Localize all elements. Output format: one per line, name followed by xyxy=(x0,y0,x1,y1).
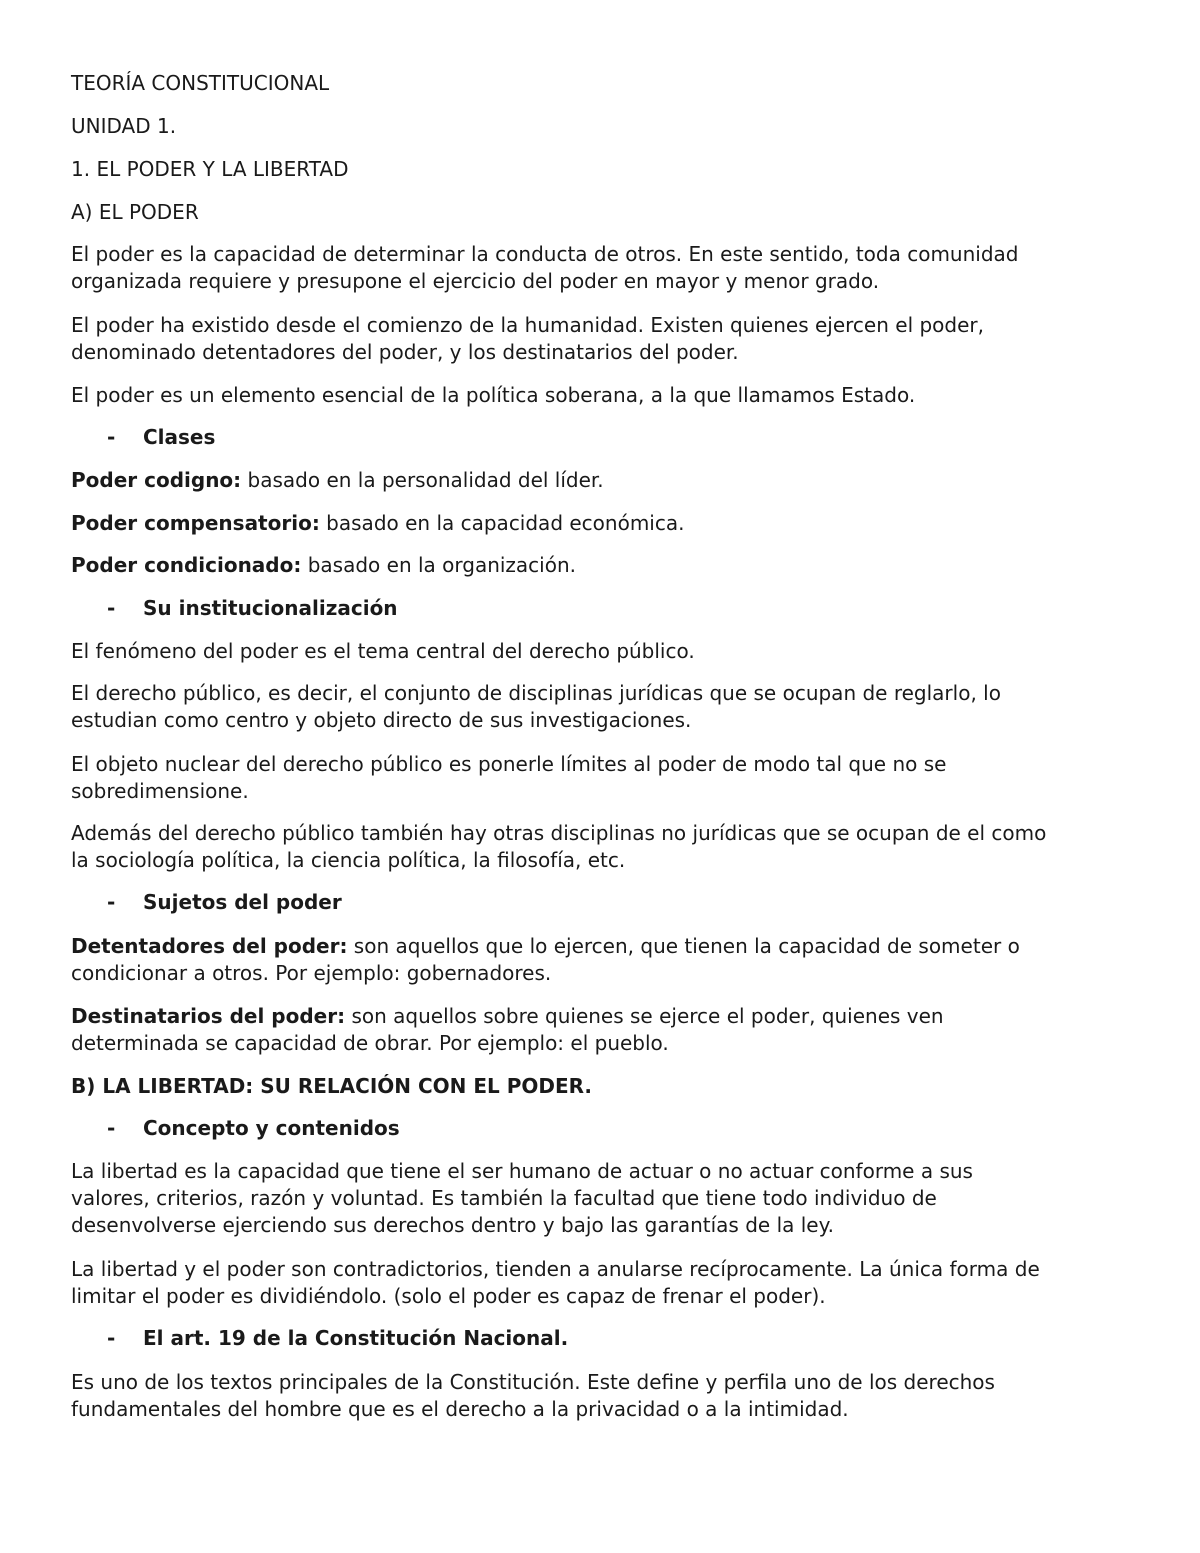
bullet-label: Su institucionalización xyxy=(143,596,398,620)
definition-text: son aquellos sobre quienes se ejerce el poder, quienes ven xyxy=(345,1004,944,1028)
paragraph-line: El poder es la capacidad de determinar la conducta de otros. En este sentido, toda comunidad xyxy=(71,242,1019,266)
subsection-heading-a: A) EL PODER xyxy=(71,200,199,224)
paragraph-line: fundamentales del hombre que es el derecho a la privacidad o a la intimidad. xyxy=(71,1397,849,1421)
section-heading: 1. EL PODER Y LA LIBERTAD xyxy=(71,157,349,181)
paragraph-line: El fenómeno del poder es el tema central del derecho público. xyxy=(71,639,695,663)
bullet-heading-art19 xyxy=(107,1325,568,1352)
paragraph-line: organizada requiere y presupone el ejercicio del poder en mayor y menor grado. xyxy=(71,269,880,293)
paragraph-line: desenvolverse ejerciendo sus derechos dentro y bajo las garantías de la ley. xyxy=(71,1213,834,1237)
definition-term: Destinatarios del poder: xyxy=(71,1004,346,1028)
document-title: TEORÍA CONSTITUCIONAL xyxy=(71,71,330,95)
bullet-dash: - xyxy=(107,596,116,620)
paragraph-line: valores, criterios, razón y voluntad. Es también la facultad que tiene todo individuo de xyxy=(71,1186,937,1210)
paragraph-line: estudian como centro y objeto directo de sus investigaciones. xyxy=(71,708,692,732)
bullet-label: Concepto y contenidos xyxy=(143,1116,400,1140)
unit-heading: UNIDAD 1. xyxy=(71,114,177,138)
paragraph-line: determinada se capacidad de obrar. Por ejemplo: el pueblo. xyxy=(71,1031,669,1055)
definition-line xyxy=(71,1003,944,1030)
bullet-heading-sujetos xyxy=(107,889,342,916)
paragraph-line: Además del derecho público también hay otras disciplinas no jurídicas que se ocupan de el como xyxy=(71,821,1047,845)
definition-text: basado en la capacidad económica. xyxy=(319,511,685,535)
definition-term: Poder compensatorio: xyxy=(71,511,320,535)
paragraph-line: La libertad es la capacidad que tiene el ser humano de actuar o no actuar conforme a sus xyxy=(71,1159,973,1183)
paragraph-line: limitar el poder es dividiéndolo. (solo el poder es capaz de frenar el poder). xyxy=(71,1284,826,1308)
definition-term: Poder condicionado: xyxy=(71,553,302,577)
subsection-heading-b: B) LA LIBERTAD: SU RELACIÓN CON EL PODER. xyxy=(71,1074,593,1098)
bullet-dash: - xyxy=(107,890,116,914)
paragraph-line: El poder ha existido desde el comienzo de la humanidad. Existen quienes ejercen el poder, xyxy=(71,313,984,337)
bullet-dash: - xyxy=(107,1326,116,1350)
definition-line xyxy=(71,933,1020,960)
bullet-heading-clases xyxy=(107,424,215,451)
paragraph-line: El objeto nuclear del derecho público es ponerle límites al poder de modo tal que no se xyxy=(71,752,947,776)
definition-line xyxy=(71,552,576,579)
paragraph-line: El derecho público, es decir, el conjunto de disciplinas jurídicas que se ocupan de reglarlo, lo xyxy=(71,681,1001,705)
paragraph-line: La libertad y el poder son contradictorios, tienden a anularse recíprocamente. La única forma de xyxy=(71,1257,1040,1281)
bullet-label: El art. 19 de la Constitución Nacional. xyxy=(143,1326,569,1350)
definition-term: Poder codigno: xyxy=(71,468,242,492)
definition-text: son aquellos que lo ejercen, que tienen la capacidad de someter o xyxy=(347,934,1020,958)
bullet-dash: - xyxy=(107,425,116,449)
bullet-label: Clases xyxy=(143,425,216,449)
definition-line xyxy=(71,467,604,494)
bullet-heading-concepto xyxy=(107,1115,400,1142)
definition-line xyxy=(71,510,684,537)
paragraph-line: sobredimensione. xyxy=(71,779,249,803)
bullet-label: Sujetos del poder xyxy=(143,890,342,914)
paragraph-line: El poder es un elemento esencial de la política soberana, a la que llamamos Estado. xyxy=(71,383,916,407)
paragraph-line: la sociología política, la ciencia política, la filosofía, etc. xyxy=(71,848,626,872)
bullet-heading-institucionalizacion xyxy=(107,595,398,622)
paragraph-line: denominado detentadores del poder, y los destinatarios del poder. xyxy=(71,340,739,364)
paragraph-line: condicionar a otros. Por ejemplo: gobernadores. xyxy=(71,961,552,985)
definition-term: Detentadores del poder: xyxy=(71,934,348,958)
definition-text: basado en la organización. xyxy=(301,553,577,577)
definition-text: basado en la personalidad del líder. xyxy=(241,468,604,492)
bullet-dash: - xyxy=(107,1116,116,1140)
paragraph-line: Es uno de los textos principales de la Constitución. Este define y perfila uno de los derechos xyxy=(71,1370,995,1394)
